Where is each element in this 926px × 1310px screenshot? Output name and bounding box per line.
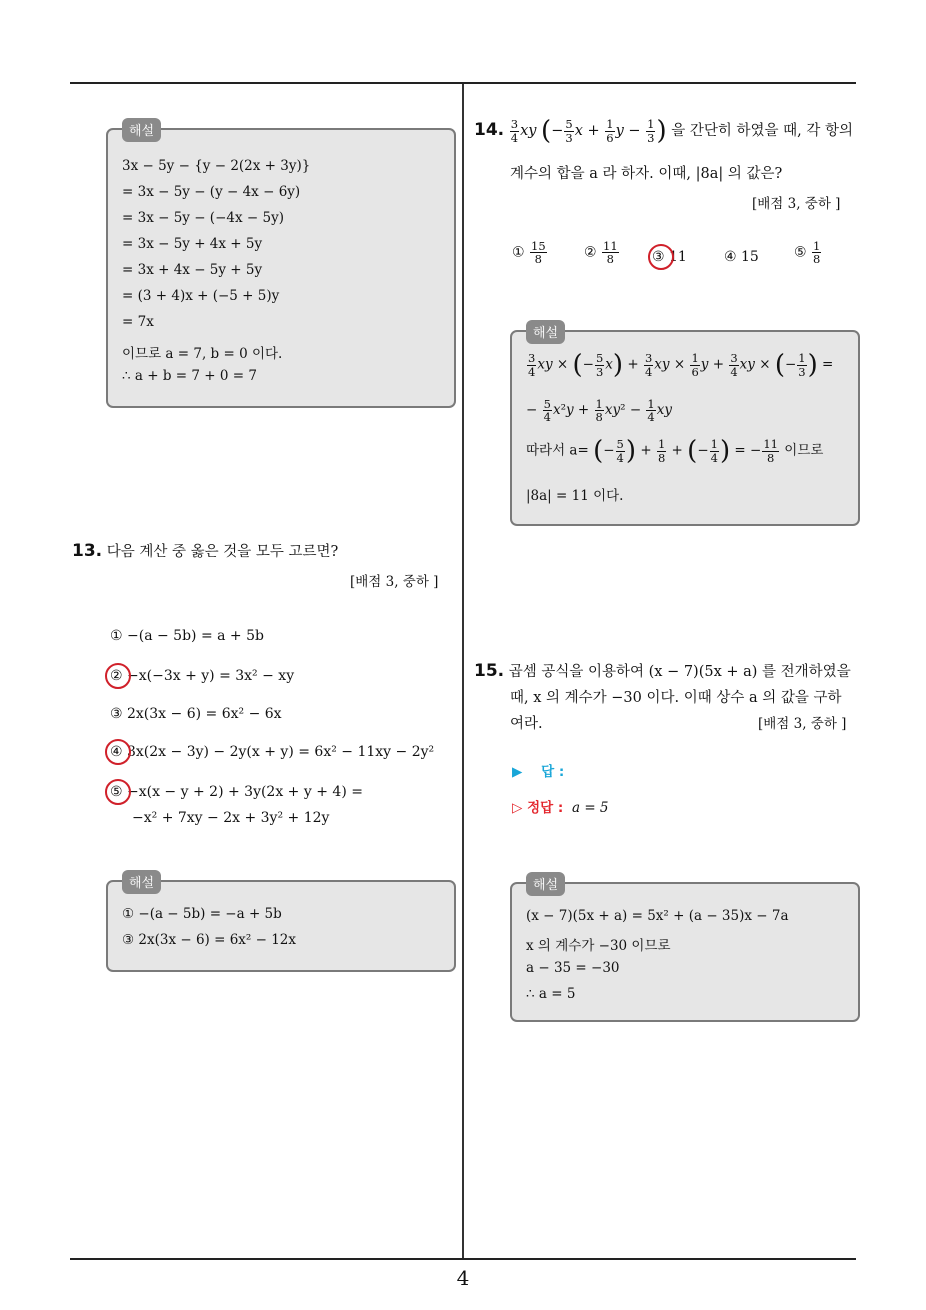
q13-stem	[72, 540, 338, 561]
q13-option-3[interactable]: ③ 2x(3x − 6) = 6x² − 6x	[110, 706, 282, 722]
selected-answer-mark	[648, 244, 674, 270]
solution-line: = 7x	[122, 314, 154, 330]
solution-line: = 3x − 5y − (−4x − 5y)	[122, 210, 284, 226]
selected-answer-mark	[105, 779, 131, 805]
question-text: 곱셈 공식을 이용하여 (x − 7)(5x + a) 를 전개하였을	[508, 664, 851, 680]
outline-arrow-icon: ▷	[512, 800, 523, 816]
q15-stem-line3: 여라.	[510, 716, 543, 732]
correct-answer-row	[512, 796, 609, 816]
q13-option-2[interactable]: ② −x(−3x + y) = 3x² − xy	[110, 668, 295, 684]
q12-solution-box	[106, 124, 456, 408]
q13-option-5[interactable]: ⑤ −x(x − y + 2) + 3y(2x + y + 4) =	[110, 784, 363, 800]
solution-line: = (3 + 4)x + (−5 + 5)y	[122, 288, 280, 304]
question-text: 을 간단히 하였을 때, 각 항의	[671, 123, 853, 139]
correct-answer-value: a = 5	[571, 800, 609, 816]
q14-option-2[interactable]: ② $\frac{11}{8}$	[584, 239, 618, 267]
fraction-3-4: $\frac{3}{4}$	[510, 117, 519, 145]
explanation-tag: 해설	[526, 320, 565, 344]
answer-label: 답 :	[541, 764, 565, 780]
column-divider	[462, 84, 464, 1260]
correct-answer-label: 정답 :	[527, 800, 564, 816]
solution-line: 3x − 5y − {y − 2(2x + 3y)}	[122, 158, 311, 174]
solution-line: |8a| = 11 이다.	[526, 488, 624, 504]
q14-option-1[interactable]: ① $\frac{15}{8}$	[512, 239, 546, 267]
solution-line: = 3x − 5y + 4x + 5y	[122, 236, 263, 252]
solution-line: x 의 계수가 −30 이므로	[526, 938, 671, 954]
page-number: 4	[456, 1266, 470, 1290]
q15-meta: [배점 3, 중하 ]	[758, 716, 847, 732]
q15-solution-box	[510, 878, 860, 1022]
q15-stem	[474, 660, 851, 681]
solution-line: ① −(a − 5b) = −a + 5b	[122, 906, 282, 922]
explanation-tag: 해설	[122, 870, 161, 894]
play-arrow-icon: ▶	[512, 764, 523, 780]
question-number: 14.	[474, 120, 505, 140]
selected-answer-mark	[105, 663, 131, 689]
solution-line: = 3x + 4x − 5y + 5y	[122, 262, 263, 278]
explanation-tag: 해설	[122, 118, 161, 142]
q14-meta: [배점 3, 중하 ]	[752, 196, 841, 212]
selected-answer-mark	[105, 739, 131, 765]
solution-line: a − 35 = −30	[526, 960, 620, 976]
solution-line: = 3x − 5y − (y − 4x − 6y)	[122, 184, 301, 200]
expression-term: xy	[520, 123, 537, 139]
solution-line: ∴ a = 5	[526, 986, 576, 1002]
q13-option-4[interactable]: ④ 3x(2x − 3y) − 2y(x + y) = 6x² − 11xy − 2y²	[110, 744, 435, 760]
q14-option-4[interactable]: ④ 15	[724, 249, 759, 265]
q13-meta: [배점 3, 중하 ]	[350, 574, 439, 590]
q14-stem-line2: 계수의 합을 a 라 하자. 이때, |8a| 의 값은?	[510, 166, 783, 182]
solution-line: (x − 7)(5x + a) = 5x² + (a − 35)x − 7a	[526, 908, 789, 924]
solution-line: $\frac{3}{4}$ xy × (− $\frac{5}{3}$ x) + $\frac{3}{4}$ xy × $\frac{1}{6}$ y + $\frac{3}{4}$ xy × (− $\frac{1}{3}$ ) =	[528, 350, 834, 380]
q14-stem: 14. $\frac{3}{4}$ xy (− $\frac{5}{3}$ x + $\frac{1}{6}$ y − $\frac{1}{3}$ ) 을 간단히 하였을 때, 각 항의	[474, 116, 853, 146]
q14-option-5[interactable]: ⑤ $\frac{1}{8}$	[794, 239, 821, 267]
solution-line: ∴ a + b = 7 + 0 = 7	[122, 368, 257, 384]
q13-solution-box	[106, 876, 456, 972]
q15-stem-line2: 때, x 의 계수가 −30 이다. 이때 상수 a 의 값을 구하	[510, 690, 842, 706]
q14-option-3[interactable]: ③ 11	[652, 249, 687, 265]
q13-option-5-continued: −x² + 7xy − 2x + 3y² + 12y	[132, 810, 330, 826]
solution-line: 이므로 a = 7, b = 0 이다.	[122, 346, 283, 362]
explanation-tag: 해설	[526, 872, 565, 896]
q13-option-1[interactable]: ① −(a − 5b) = a + 5b	[110, 628, 264, 644]
q14-solution-box	[510, 326, 860, 526]
question-number: 13.	[72, 541, 103, 561]
solution-line: 따라서 a= (− $\frac{5}{4}$ ) + $\frac{1}{8}$ + (− $\frac{1}{4}$ ) = − $\frac{11}{8}$ 이므로	[526, 436, 824, 466]
solution-line: − $\frac{5}{4}$ x²y + $\frac{1}{8}$ xy² − $\frac{1}{4}$ xy	[526, 397, 672, 425]
solution-line: ③ 2x(3x − 6) = 6x² − 12x	[122, 932, 297, 948]
bottom-rule	[70, 1258, 856, 1260]
question-text: 다음 계산 중 옳은 것을 모두 고르면?	[106, 544, 339, 560]
answer-input-row[interactable]	[512, 760, 564, 780]
question-number: 15.	[474, 661, 505, 681]
